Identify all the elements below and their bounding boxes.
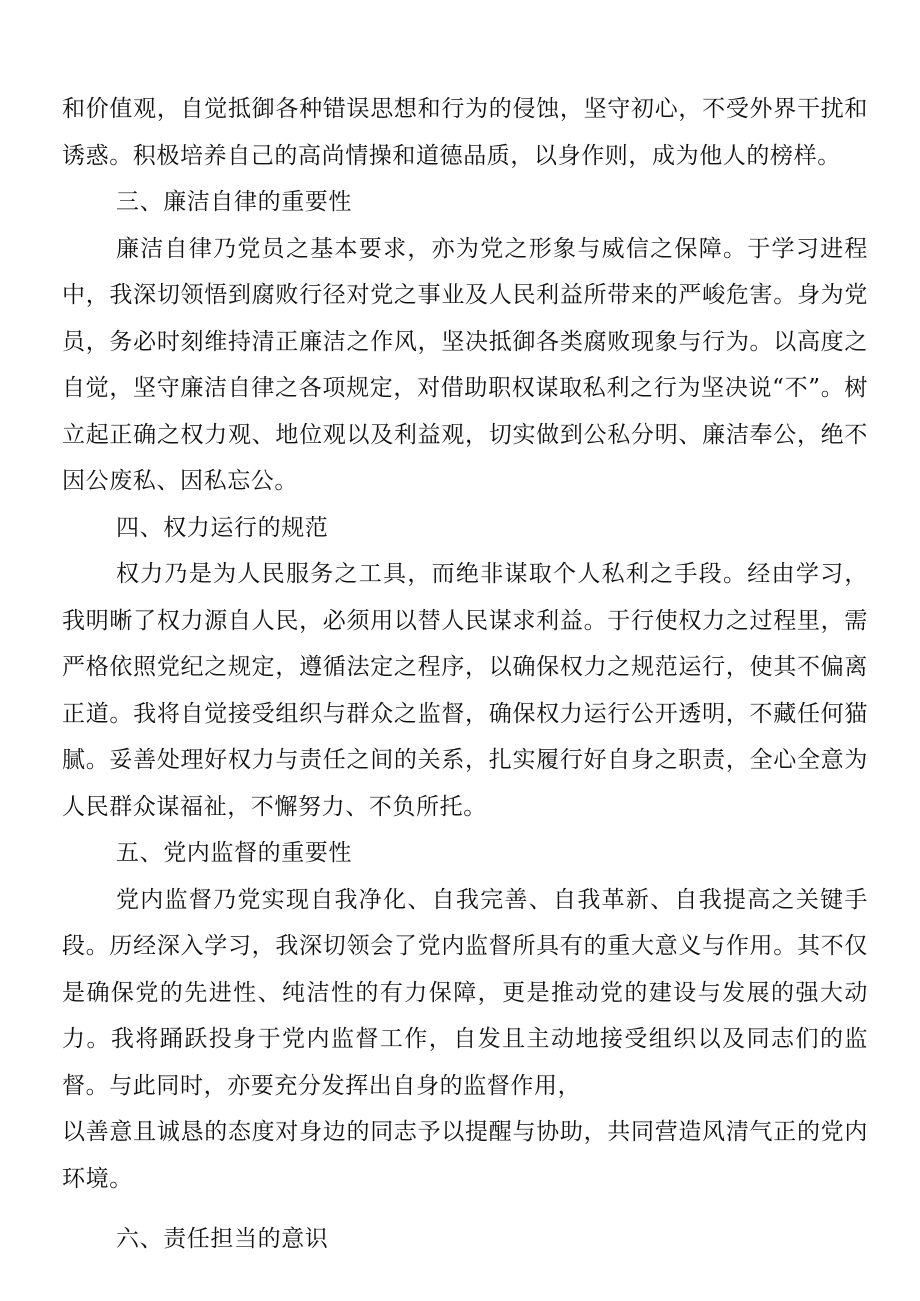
paragraph-power-operation: 权力乃是为人民服务之工具，而绝非谋取个人私利之手段。经由学习，我明晰了权力源自人民，必须用以替人民谋求利益。于行使权力之过程里，需严格依照党纪之规定，遵循法定之程序，以确保权力之规范运行，使其不偏离正道。我将自觉接受组织与群众之监督，确保权力运行公开透明，不藏任何猫腻。妥善处理好权力与责任之间的关系，扎实履行好自身之职责，全心全意为人民群众谋福祉，不懈努力、不负所托。 bbox=[62, 561, 868, 820]
paragraph-party-supervision: 党内监督乃党实现自我净化、自我完善、自我革新、自我提高之关键手段。历经深入学习，我深切领会了党内监督所具有的重大意义与作用。其不仅是确保党的先进性、纯洁性的有力保障，更是推动党的建设与发展的强大动力。我将踊跃投身于党内监督工作，自发且主动地接受组织以及同志们的监督。与此同时，亦要充分发挥出自身的监督作用， bbox=[62, 886, 868, 1099]
heading-party-supervision: 五、党内监督的重要性 bbox=[116, 840, 352, 866]
heading-power-operation: 四、权力运行的规范 bbox=[116, 514, 329, 541]
paragraph-party-supervision-continued: 以善意且诚恳的态度对身边的同志予以提醒与协助，共同营造风清气正的党内环境。 bbox=[62, 1119, 868, 1192]
paragraph-integrity: 廉洁自律乃党员之基本要求，亦为党之形象与威信之保障。于学习进程中，我深切领悟到腐败行径对党之事业及人民利益所带来的严峻危害。身为党员，务必时刻维持清正廉洁之作风，坚决抵御各类腐败现象与行为。以高度之自觉，坚守廉洁自律之各项规定，对借助职权谋取私利之行为坚决说“不”。树立起正确之权力观、地位观以及利益观，切实做到公私分明、廉洁奉公，绝不因公废私、因私忘公。 bbox=[62, 235, 868, 494]
paragraph-values-continuation: 和价值观，自觉抵御各种错误思想和行为的侵蚀，坚守初心，不受外界干扰和诱惑。积极培养自己的高尚情操和道德品质，以身作则，成为他人的榜样。 bbox=[62, 96, 868, 169]
document-page bbox=[62, 86, 868, 1263]
heading-integrity: 三、廉洁自律的重要性 bbox=[116, 189, 352, 215]
heading-responsibility: 六、责任担当的意识 bbox=[116, 1226, 329, 1252]
